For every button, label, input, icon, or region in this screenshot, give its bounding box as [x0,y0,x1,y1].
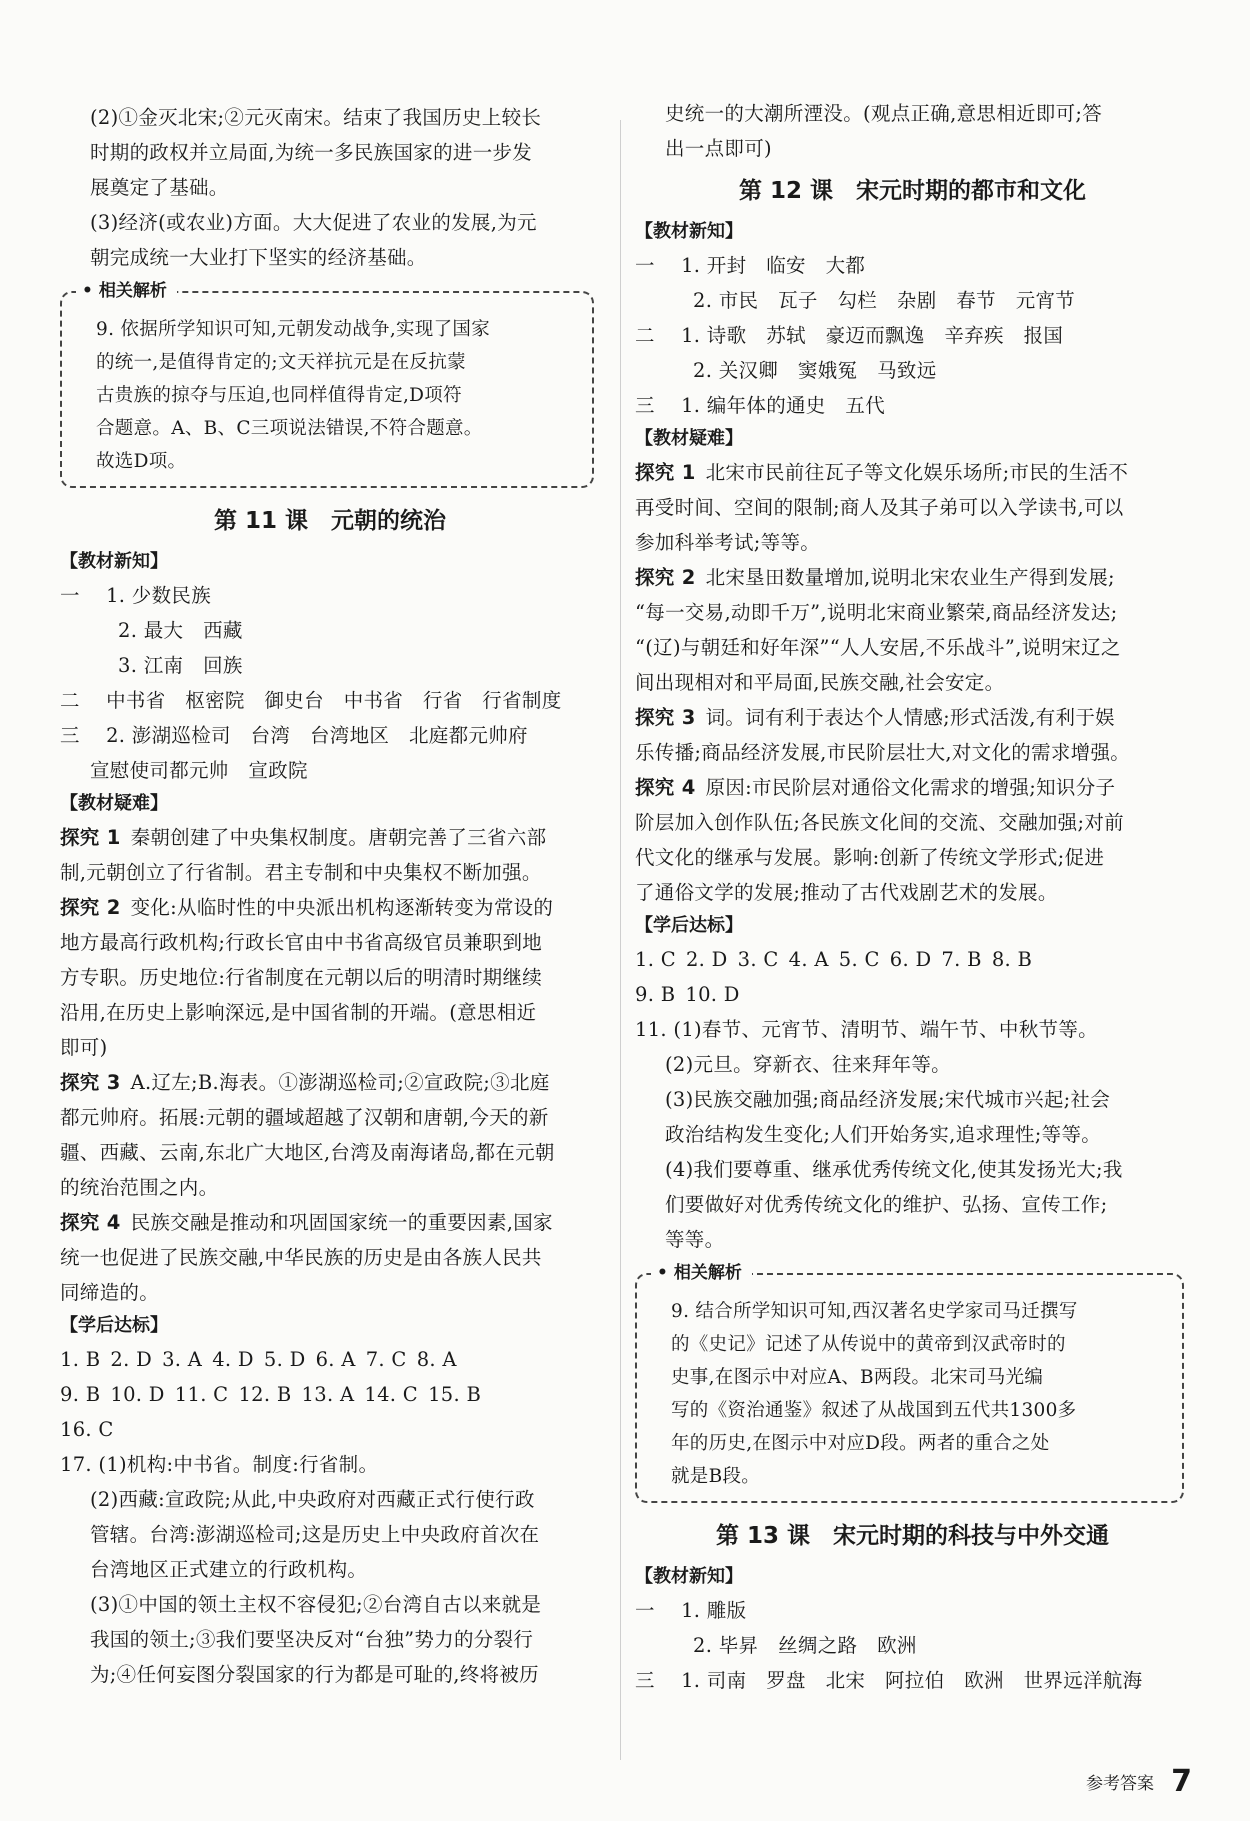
explore-text: A.辽左;B.海表。①澎湖巡检司;②宣政院;③北庭 [130,1071,550,1094]
column-divider [620,120,621,1760]
explore-line [60,1065,600,1100]
text-line: 就是B段。 [671,1466,761,1487]
text-line: 2. 关汉卿 窦娥冤 马致远 [693,359,937,382]
text-line: 合题意。A、B、C三项说法错误,不符合题意。 [96,418,483,439]
text-line: 政治结构发生变化;人们开始务实,追求理性;等等。 [665,1123,1102,1146]
explore-line: 乐传播;商品经济发展,市民阶层壮大,对文化的需求增强。 [635,741,1131,764]
text-line: 为;④任何妄图分裂国家的行为都是可耻的,终将被历 [90,1663,539,1686]
text-line: 时期的政权并立局面,为统一多民族国家的进一步发 [90,141,533,164]
text-line: 二 1. 诗歌 苏轼 豪迈而飘逸 辛弃疾 报国 [635,324,1064,347]
text-line: 9. B 10. D [635,983,740,1006]
explore-line [60,820,600,855]
explore-line [635,455,1190,490]
text-line: 宣慰使司都元帅 宣政院 [90,759,308,782]
explore-text: 变化:从临时性的中央派出机构逐渐转变为常设的 [130,896,554,919]
explore-label: 探究 2 [635,566,696,589]
new-knowledge-list [635,1593,1190,1698]
explore-label: 探究 1 [60,826,121,849]
explore-line: 都元帅府。拓展:元朝的疆域超越了汉朝和唐朝,今天的新 [60,1106,549,1129]
explore-line: 地方最高行政机构;行政长官由中书省高级官员兼职到地 [60,931,543,954]
left-column [60,100,600,1692]
text-line: 9. B 10. D 11. C 12. B 13. A 14. C 15. B [60,1383,482,1406]
explore-line: 同缔造的。 [60,1281,160,1304]
explore-line: 代文化的继承与发展。影响:创新了传统文学形式;促进 [635,846,1105,869]
explore-line [635,770,1190,805]
question-11-answer [635,1012,1190,1257]
text-line: (4)我们要尊重、继承优秀传统文化,使其发扬光大;我 [665,1158,1123,1181]
explore-line: 了通俗文学的发展;推动了古代戏剧艺术的发展。 [635,881,1058,904]
new-knowledge-list [60,578,600,788]
text-line: 11. (1)春节、元宵节、清明节、端午节、中秋节等。 [635,1018,1098,1041]
explore-text: 原因:市民阶层对通俗文化需求的增强;知识分子 [705,776,1116,799]
section-heading: 【教材新知】 [60,551,168,572]
text-line: (3)经济(或农业)方面。大大促进了农业的发展,为元 [90,211,537,234]
section-heading: 【教材新知】 [635,1566,743,1587]
explore-text: 民族交融是推动和巩固国家统一的重要因素,国家 [130,1211,553,1234]
text-line: 二 中书省 枢密院 御史台 中书省 行省 行省制度 [60,689,562,712]
text-line: (2)西藏:宣政院;从此,中央政府对西藏正式行使行政 [90,1488,535,1511]
text-line: 2. 毕昇 丝绸之路 欧洲 [693,1634,917,1657]
new-knowledge-list [635,248,1190,423]
text-line: 的统一,是值得肯定的;文天祥抗元是在反抗蒙 [96,352,466,373]
explore-label: 探究 3 [60,1071,121,1094]
explore-text: 北宋垦田数量增加,说明北宋农业生产得到发展; [705,566,1115,589]
explore-line: 参加科举考试;等等。 [635,531,821,554]
text-line: 我国的领土;③我们要坚决反对“台独”势力的分裂行 [90,1628,534,1651]
text-line: (2)①金灭北宋;②元灭南宋。结束了我国历史上较长 [90,106,542,129]
explore-label: 探究 4 [635,776,696,799]
text-line: 17. (1)机构:中书省。制度:行省制。 [60,1453,379,1476]
explore-line: “(辽)与朝廷和好年深”“人人安居,不乐战斗”,说明宋辽之 [635,636,1121,659]
explore-line: “每一交易,动即千万”,说明北宋商业繁荣,商品经济发达; [635,601,1118,624]
text-line: 故选D项。 [96,451,187,472]
text-line: 古贵族的掠夺与压迫,也同样值得肯定,D项符 [96,385,462,406]
footer-label: 参考答案 [1086,1774,1155,1794]
text-line: 史统一的大潮所湮没。(观点正确,意思相近即可;答 [665,102,1103,125]
explore-label: 探究 3 [635,706,696,729]
text-line: 9. 依据所学知识可知,元朝发动战争,实现了国家 [96,319,490,340]
explore-line [60,890,600,925]
section-heading: 【教材新知】 [635,221,743,242]
text-line: (3)民族交融加强;商品经济发展;宋代城市兴起;社会 [665,1088,1111,1111]
text-line: 三 2. 澎湖巡检司 台湾 台湾地区 北庭都元帅府 [60,724,528,747]
text-line: 3. 江南 回族 [118,654,243,677]
explore-label: 探究 1 [635,461,696,484]
explore-line: 沿用,在历史上影响深远,是中国省制的开端。(意思相近 [60,1001,537,1024]
explore-line: 再受时间、空间的限制;商人及其子弟可以入学读书,可以 [635,496,1124,519]
text-line: 展奠定了基础。 [90,176,229,199]
text-line: 1. C 2. D 3. C 4. A 5. C 6. D 7. B 8. B [635,948,1033,971]
text-line: 2. 最大 西藏 [118,619,243,642]
analysis-box-title: • 相关解析 [76,279,177,303]
explore-text: 词。词有利于表达个人情感;形式活泼,有利于娱 [705,706,1115,729]
explore-answers [60,820,600,1310]
question-17-answer [60,1447,600,1692]
text-line: 出一点即可) [665,137,772,160]
analysis-box-lesson10 [60,281,594,488]
text-line: 一 1. 开封 临安 大都 [635,254,866,277]
explore-line: 的统治范围之内。 [60,1176,219,1199]
text-line: (3)①中国的领土主权不容侵犯;②台湾自古以来就是 [90,1593,542,1616]
section-heading: 【教材疑难】 [635,428,743,449]
text-line: 的《史记》记述了从传说中的黄帝到汉武帝时的 [671,1334,1066,1355]
explore-answers [635,455,1190,910]
explore-line: 统一也促进了民族交融,中华民族的历史是由各族人民共 [60,1246,542,1269]
explore-line: 间出现相对和平局面,民族交融,社会安定。 [635,671,1005,694]
text-line: 一 1. 少数民族 [60,584,212,607]
lesson11-answer-continuation [635,96,1190,166]
page-footer [1086,1764,1192,1799]
text-line: 一 1. 雕版 [635,1599,747,1622]
lesson13-title: 第 13 课 宋元时期的科技与中外交通 [715,1523,1110,1549]
analysis-box-lesson12 [635,1263,1184,1503]
text-line: 16. C [60,1418,114,1441]
lesson12-title: 第 12 课 宋元时期的都市和文化 [738,178,1087,204]
text-line: 2. 市民 瓦子 勾栏 杂剧 春节 元宵节 [693,289,1076,312]
explore-line: 方专职。历史地位:行省制度在元朝以后的明清时期继续 [60,966,543,989]
text-line: 年的历史,在图示中对应D段。两者的重合之处 [671,1433,1050,1454]
explore-label: 探究 2 [60,896,121,919]
text-line: 三 1. 司南 罗盘 北宋 阿拉伯 欧洲 世界远洋航海 [635,1669,1143,1692]
explore-text: 秦朝创建了中央集权制度。唐朝完善了三省六部 [130,826,547,849]
explore-line [635,560,1190,595]
explore-line: 即可) [60,1036,108,1059]
section-heading: 【学后达标】 [635,915,743,936]
text-line: 写的《资治通鉴》叙述了从战国到五代共1300多 [671,1400,1077,1421]
text-line: 1. B 2. D 3. A 4. D 5. D 6. A 7. C 8. A [60,1348,457,1371]
text-line: 等等。 [665,1228,725,1251]
text-line: 台湾地区正式建立的行政机构。 [90,1558,368,1581]
choice-answers [60,1342,600,1447]
text-line: 朝完成统一大业打下坚实的经济基础。 [90,246,427,269]
right-column [635,96,1190,1698]
text-line: 三 1. 编年体的通史 五代 [635,394,886,417]
lesson11-title: 第 11 课 元朝的统治 [213,508,447,534]
explore-line: 阶层加入创作队伍;各民族文化间的交流、交融加强;对前 [635,811,1124,834]
text-line: (2)元旦。穿新衣、往来拜年等。 [665,1053,951,1076]
section-heading: 【学后达标】 [60,1315,168,1336]
text-line: 史事,在图示中对应A、B两段。北宋司马光编 [671,1367,1044,1388]
section-heading: 【教材疑难】 [60,793,168,814]
explore-line: 制,元朝创立了行省制。君主专制和中央集权不断加强。 [60,861,542,884]
lesson10-answer-continuation [60,100,600,275]
text-line: 9. 结合所学知识可知,西汉著名史学家司马迁撰写 [671,1301,1078,1322]
page-number: 7 [1171,1764,1192,1799]
explore-line [60,1205,600,1240]
text-line: 们要做好对优秀传统文化的维护、弘扬、宣传工作; [665,1193,1108,1216]
explore-line: 疆、西藏、云南,东北广大地区,台湾及南海诸岛,都在元朝 [60,1141,555,1164]
explore-line [635,700,1190,735]
choice-answers [635,942,1190,1012]
text-line: 管辖。台湾:澎湖巡检司;这是历史上中央政府首次在 [90,1523,540,1546]
analysis-box-title: • 相关解析 [651,1261,752,1285]
explore-text: 北宋市民前往瓦子等文化娱乐场所;市民的生活不 [705,461,1129,484]
explore-label: 探究 4 [60,1211,121,1234]
